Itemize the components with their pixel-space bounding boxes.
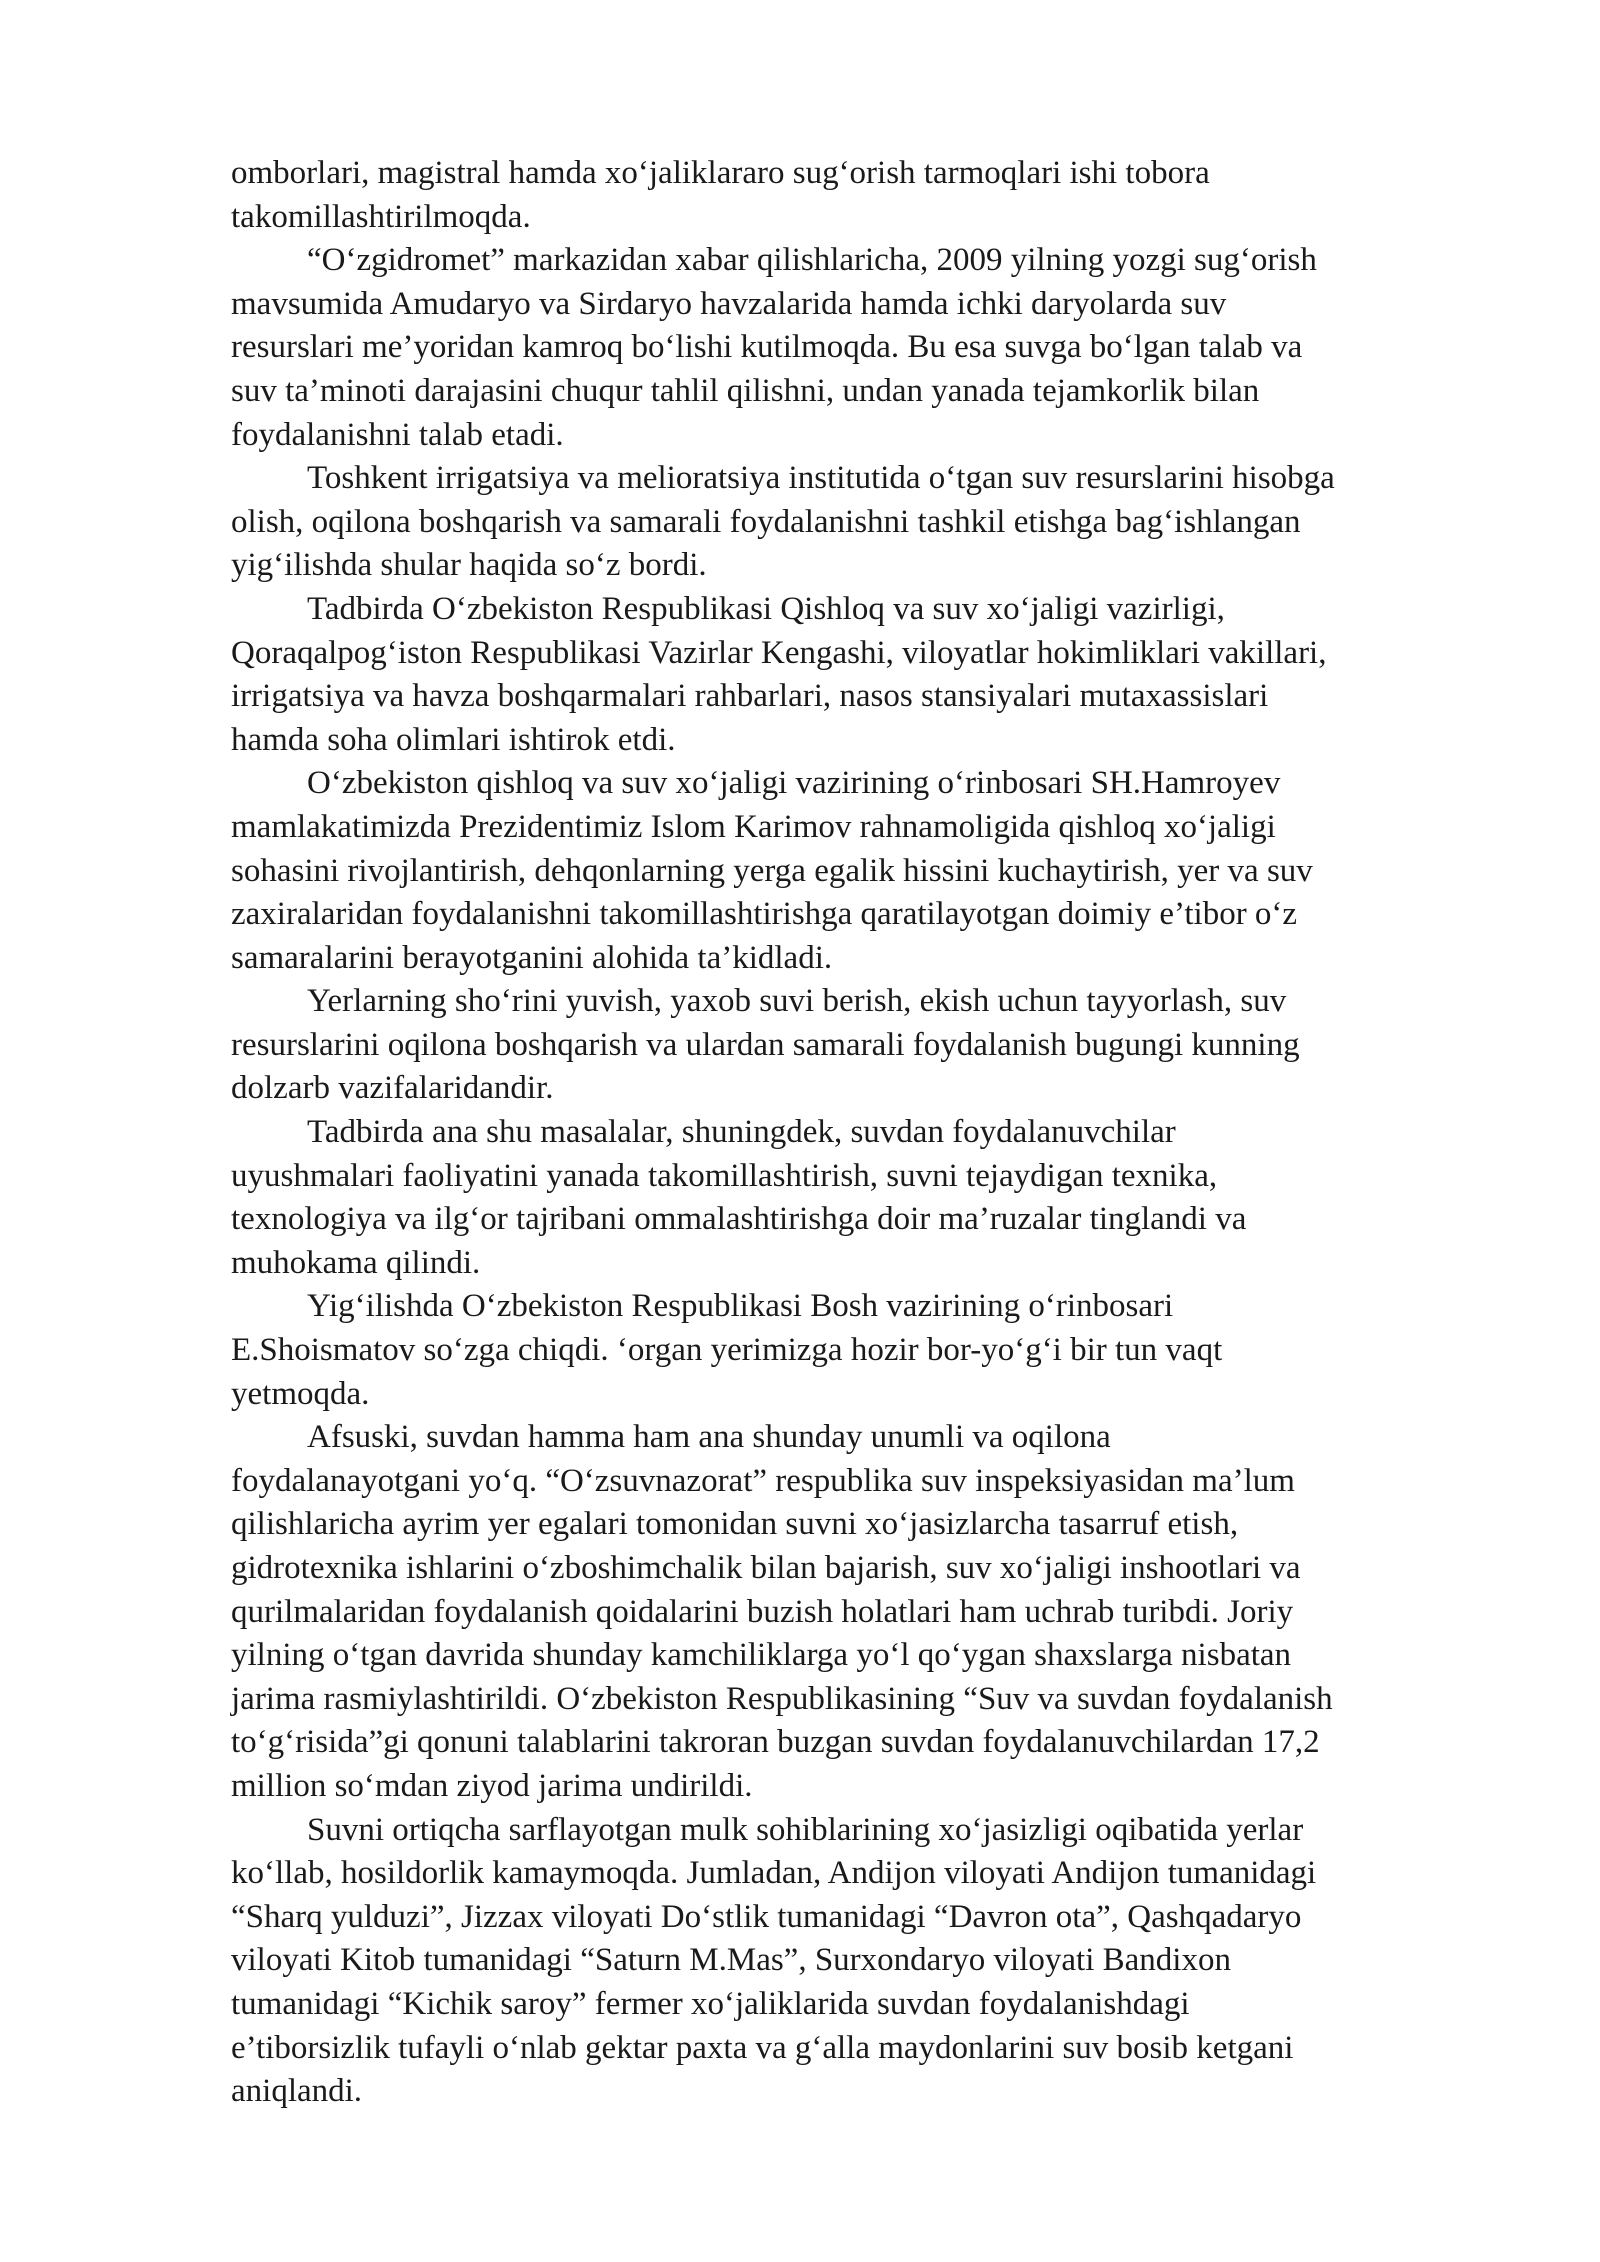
paragraph [231,588,1531,762]
paragraph [231,1416,1531,1808]
text-line: qilishlaricha ayrim yer egalari tomonidan suvni xo‘jasizlarcha tasarruf etish, [231,1506,1239,1543]
text-line: Qoraqalpog‘iston Respublikasi Vazirlar Kengashi, viloyatlar hokimliklari vakillari, [231,634,1327,671]
text-line: gidrotexnika ishlarini o‘zboshimchalik bilan bajarish, suv xo‘jaligi inshootlari va [231,1550,1301,1586]
text-line: “Sharq yulduzi”, Jizzax viloyati Do‘stlik tumanidagi “Davron ota”, Qashqadaryo [231,1898,1302,1935]
text-line: foydalanishni talab etadi. [231,416,564,453]
text-line: hamda soha olimlari ishtirok etdi. [231,721,676,758]
text-line: ko‘llab, hosildorlik kamaymoqda. Jumladan, Andijon viloyati Andijon tumanidagi [231,1855,1317,1892]
text-line: zaxiralaridan foydalanishni takomillashtirishga qaratilayotgan doimiy e’tibor o‘z [231,896,1298,933]
text-line: E.Shoismatov so‘zga chiqdi. ‘organ yerimizga hozir bor-yo‘g‘i bir tun vaqt [231,1332,1223,1369]
article-body [231,152,1531,2114]
text-line: sohasini rivojlantirish, dehqonlarning yerga egalik hissini kuchaytirish, yer va suv [231,852,1313,889]
text-line: omborlari, magistral hamda xo‘jaliklararo sug‘orish tarmoqlari ishi tobora [231,155,1210,191]
paragraph [231,1809,1531,2114]
text-line: dolzarb vazifalaridandir. [231,1070,554,1107]
text-line: olish, oqilona boshqarish va samarali foydalanishni tashkil etishga bag‘ishlangan [231,503,1301,540]
text-line: resurslari me’yoridan kamroq bo‘lishi kutilmoqda. Bu esa suvga bo‘lgan talab va [231,329,1303,366]
text-line: yilning o‘tgan davrida shunday kamchiliklarga yo‘l qo‘ygan shaxslarga nisbatan [231,1637,1292,1674]
text-line: O‘zbekiston qishloq va suv xo‘jaligi vazirining o‘rinbosari SH.Hamroyev [307,765,1281,802]
text-line: viloyati Kitob tumanidagi “Saturn M.Mas”, Surxondaryo viloyati Bandixon [231,1942,1231,1979]
text-line: mavsumida Amudaryo va Sirdaryo havzalarida hamda ichki daryolarda suv [231,285,1227,322]
text-line: million so‘mdan ziyod jarima undirildi. [231,1767,753,1804]
paragraph [231,1285,1531,1416]
text-line: Afsuski, suvdan hamma ham ana shunday unumli va oqilona [307,1419,1111,1456]
text-line: e’tiborsizlik tufayli o‘nlab gektar paxta va g‘alla maydonlarini suv bosib ketgani [231,2029,1294,2066]
text-line: resurslarini oqilona boshqarish va ulardan samarali foydalanish bugungi kunning [231,1026,1300,1063]
paragraph [231,762,1531,980]
text-line: uyushmalari faoliyatini yanada takomillashtirish, suvni tejaydigan texnika, [231,1157,1218,1194]
paragraph [231,980,1531,1111]
text-line: muhokama qilindi. [231,1244,481,1281]
text-line: foydalanayotgani yo‘q. “O‘zsuvnazorat” respublika suv inspeksiyasidan ma’lum [231,1462,1295,1499]
text-line: mamlakatimizda Prezidentimiz Islom Karimov rahnamoligida qishloq xo‘jaligi [231,808,1276,845]
text-line: aniqlandi. [231,2073,363,2110]
text-line: jarima rasmiylashtirildi. O‘zbekiston Respublikasining “Suv va suvdan foydalanish [231,1680,1333,1717]
text-line: to‘g‘risida”gi qonuni talablarini takroran buzgan suvdan foydalanuvchilardan 17,2 [231,1724,1320,1761]
paragraph [231,239,1531,457]
text-line: yig‘ilishda shular haqida so‘z bordi. [231,547,707,584]
text-line: Tadbirda O‘zbekiston Respublikasi Qishloq va suv xo‘jaligi vazirligi, [307,590,1225,627]
text-line: Yig‘ilishda O‘zbekiston Respublikasi Bosh vazirining o‘rinbosari [307,1288,1174,1325]
text-line: tumanidagi “Kichik saroy” fermer xo‘jaliklarida suvdan foydalanishdagi [231,1985,1190,2022]
text-line: yetmoqda. [231,1375,370,1412]
text-line: Toshkent irrigatsiya va melioratsiya institutida o‘tgan suv resurslarini hisobga [307,460,1335,497]
text-line: Tadbirda ana shu masalalar, shuningdek, suvdan foydalanuvchilar [307,1114,1176,1151]
text-line: takomillashtirilmoqda. [231,198,531,235]
text-line: Suvni ortiqcha sarflayotgan mulk sohiblarining xo‘jasizligi oqibatida yerlar [307,1811,1304,1848]
text-line: samaralarini berayotganini alohida ta’kidladi. [231,939,833,976]
text-line: texnologiya va ilg‘or tajribani ommalashtirishga doir ma’ruzalar tinglandi va [231,1201,1247,1238]
text-line: “O‘zgidromet” markazidan xabar qilishlaricha, 2009 yilning yozgi sug‘orish [307,242,1317,279]
text-line: irrigatsiya va havza boshqarmalari rahbarlari, nasos stansiyalari mutaxassislari [231,678,1269,715]
paragraph [231,457,1531,588]
text-line: Yerlarning sho‘rini yuvish, yaxob suvi berish, ekish uchun tayyorlash, suv [307,983,1287,1020]
text-line: suv ta’minoti darajasini chuqur tahlil qilishni, undan yanada tejamkorlik bilan [231,372,1260,409]
text-line: qurilmalaridan foydalanish qoidalarini buzish holatlari ham uchrab turibdi. Joriy [231,1593,1294,1630]
paragraph [231,1111,1531,1285]
paragraph [231,152,1531,239]
